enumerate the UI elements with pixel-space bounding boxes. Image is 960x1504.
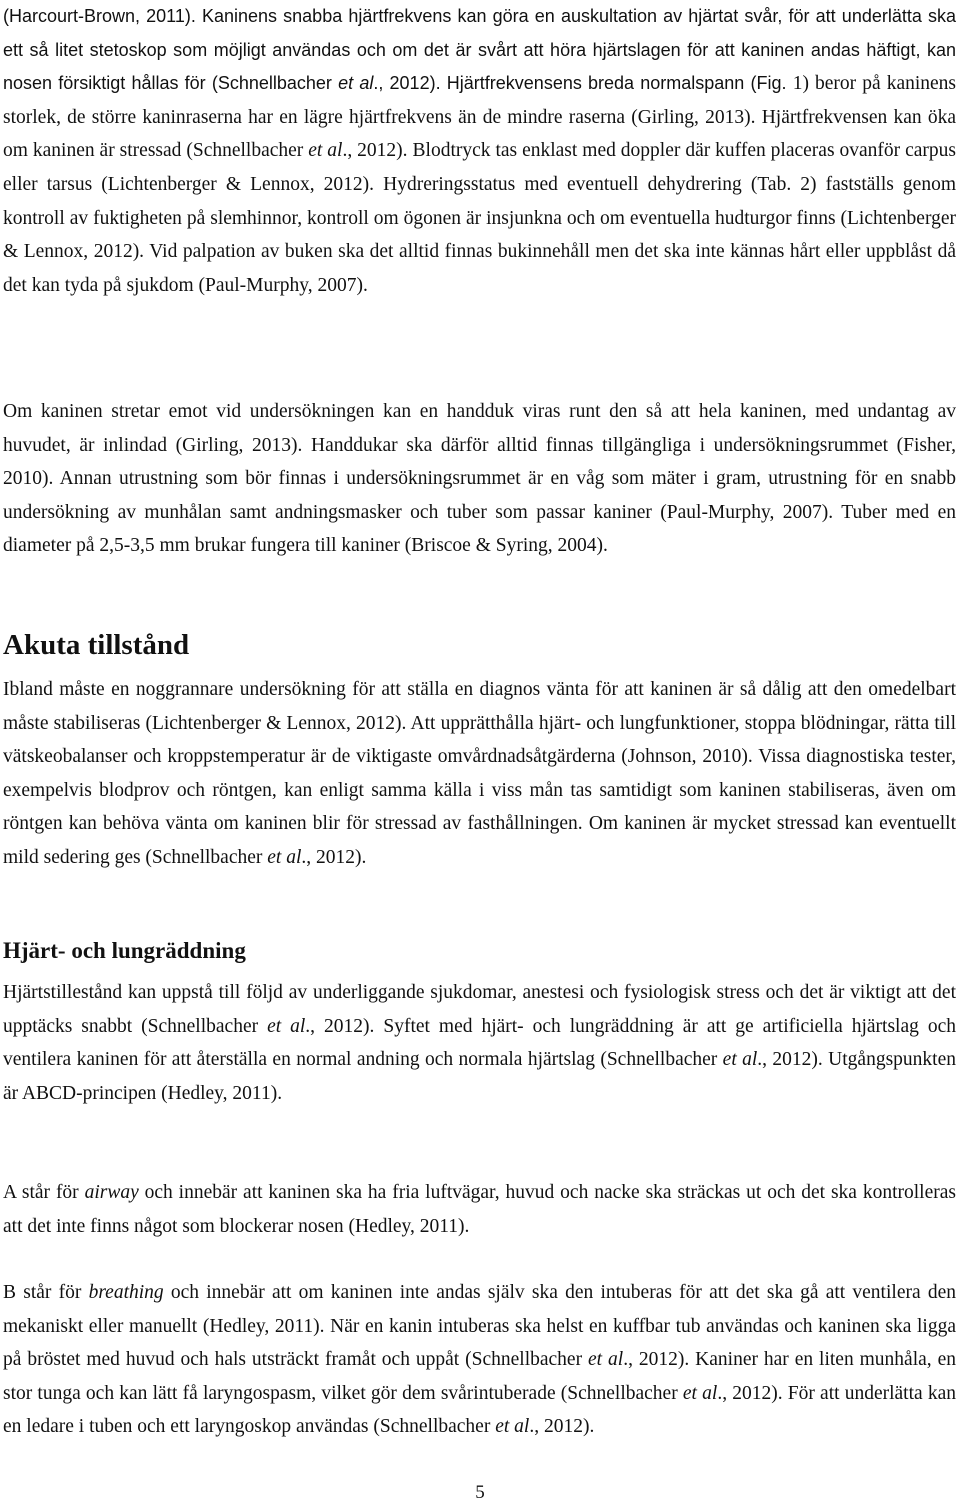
paragraph-cardiac-exam	[3, 0, 956, 302]
paragraph-airway	[3, 1176, 956, 1243]
paragraph-acute-conditions	[3, 673, 956, 875]
paragraph-breathing	[3, 1276, 956, 1444]
paragraph-cpr	[3, 976, 956, 1110]
heading-akuta-tillstand: Akuta tillstånd	[3, 629, 190, 661]
page-number: 5	[475, 1482, 485, 1503]
paragraph-handling	[3, 395, 956, 563]
section-heading-acute	[3, 627, 956, 663]
section-heading-cpr	[3, 936, 956, 966]
paragraph-text: B står för breathing och innebär att om kaninen inte andas själv ska den intuberas för att det ska gå att ventilera den mekaniskt eller manuellt (Hedley, 2011). När en kanin intuberas ska helst en kuffbar tub användas och kaninen ska ligga på bröstet med huvud och hals utsträckt framåt och uppåt (Schnellbacher et al., 2012). Kaniner har en liten munhåla, en stor tunga och kan lätt få laryngospasm, vilket gör dem svårintuberade (Schnellbacher et al., 2012). För att underlätta kan en ledare i tuben och ett laryngoskop användas (Schnellbacher et al., 2012).	[3, 1282, 956, 1438]
paragraph-text: A står för airway och innebär att kaninen ska ha fria luftvägar, huvud och nacke ska sträckas ut och det ska kontrolleras att det inte finns något som blockerar nosen (Hedley, 2011).	[3, 1182, 956, 1237]
paragraph-text: Ibland måste en noggrannare undersökning för att ställa en diagnos vänta för att kaninen är så dålig att den omedelbart måste stabiliseras (Lichtenberger & Lennox, 2012). Att upprätthålla hjärt- och lungfunktioner, stoppa blödningar, rätta till vätskeobalanser och kroppstemperatur är de viktigaste omvårdnadsåtgärderna (Johnson, 2010). Vissa diagnostiska tester, exempelvis blodprov och röntgen, kan enligt samma källa i viss mån tas samtidigt som kaninen stabiliseras, även om röntgen kan behöva vänta om kaninen blir för stressad av fasthållningen. Om kaninen är mycket stressad kan eventuellt mild sedering ges (Schnellbacher et al., 2012).	[3, 679, 956, 868]
paragraph-text: Hjärtstillestånd kan uppstå till följd av underliggande sjukdomar, anestesi och fysiologisk stress och det är viktigt att det upptäcks snabbt (Schnellbacher et al., 2012). Syftet med hjärt- och lungräddning är att ge artificiella hjärtslag och ventilera kaninen för att återställa en normal andning och normala hjärtslag (Schnellbacher et al., 2012). Utgångspunkten är ABCD-principen (Hedley, 2011).	[3, 982, 957, 1104]
paragraph-text: Om kaninen stretar emot vid undersökningen kan en handduk viras runt den så att hela kaninen, med undantag av huvudet, är inlindad (Girling, 2013). Handdukar ska därför alltid finnas tillgängliga i undersökningsrummet (Fisher, 2010). Annan utrustning som bör finnas i undersökningsrummet är en våg som mäter i gram, utrustning för en snabb undersökning av munhålan samt andningsmasker och tuber som passar kaniner (Paul-Murphy, 2007). Tuber med en diameter på 2,5-3,5 mm brukar fungera till kaniner (Briscoe & Syring, 2004).	[3, 401, 956, 557]
paragraph-text: (Harcourt-Brown, 2011). Kaninens snabba hjärtfrekvens kan göra en auskultation av hjärtat svår, för att underlätta ska ett så litet stetoskop som möjligt användas och om det är svårt att höra hjärtslagen för att kaninen andas häftigt, kan nosen försiktigt hållas för (Schnellbacher et al., 2012). Hjärtfrekvensens breda normalspann (Fig. 1) beror på kaninens storlek, de större kaninraserna har en lägre hjärtfrekvens än de mindre raserna (Girling, 2013). Hjärtfrekvensen kan öka om kaninen är stressad (Schnellbacher et al., 2012). Blodtryck tas enklast med doppler där kuffen placeras ovanför carpus eller tarsus (Lichtenberger & Lennox, 2012). Hydreringsstatus med eventuell dehydrering (Tab. 2) fastställs genom kontroll av fuktigheten på slemhinnor, kontroll om ögonen är insjunkna och om eventuella hudturgor finns (Lichtenberger & Lennox, 2012). Vid palpation av buken ska det alltid finnas bukinnehåll men det ska inte kännas hårt eller uppblåst då det kan tyda på sjukdom (Paul-Murphy, 2007).	[3, 6, 957, 296]
heading-hjart-och-lungraddning: Hjärt- och lungräddning	[3, 938, 246, 963]
